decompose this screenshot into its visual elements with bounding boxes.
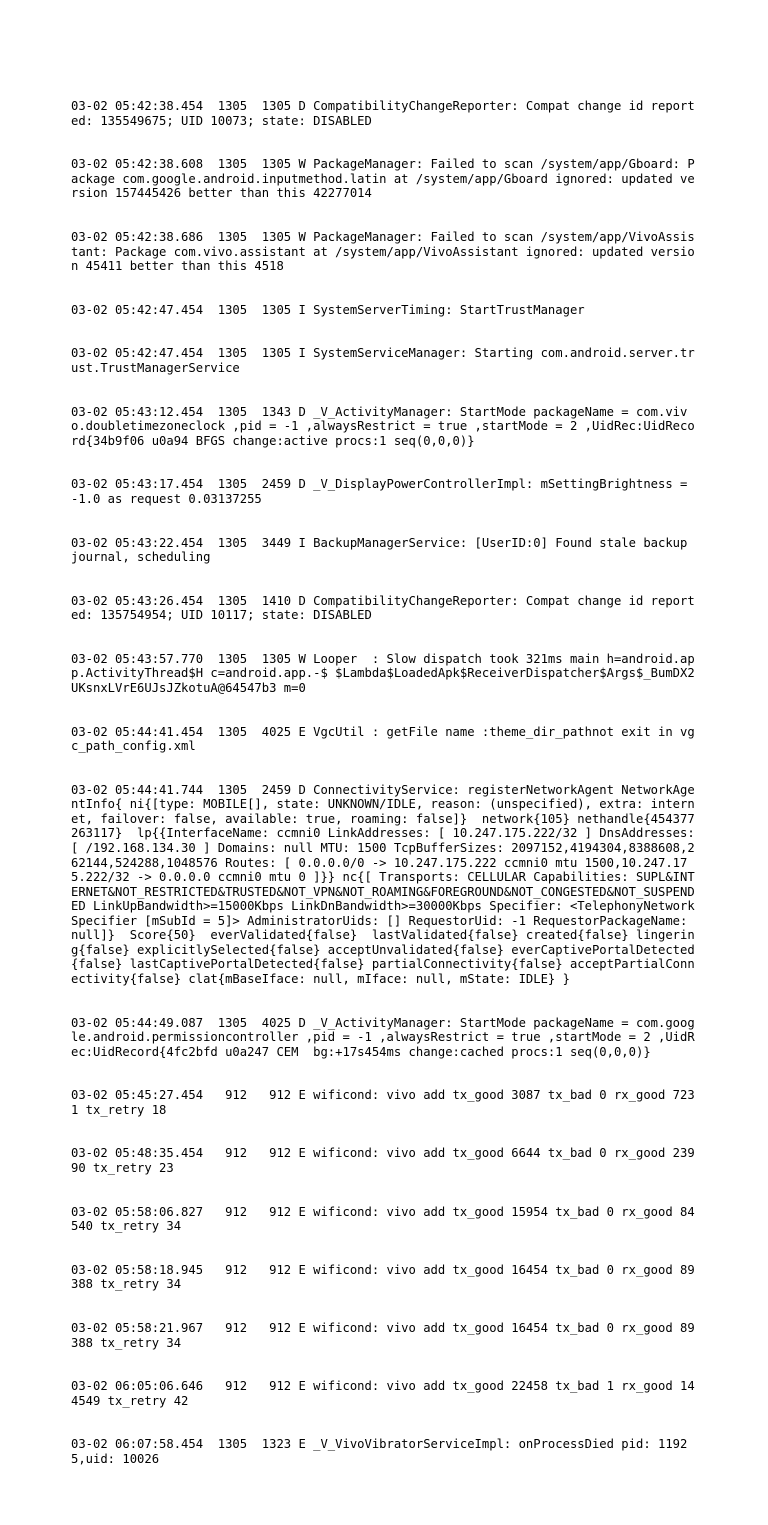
- log-line: 03-02 06:05:06.646 912 912 E wificond: vivo add tx_good 22458 tx_bad 1 rx_good 144549 tx_retry 42: [71, 1379, 695, 1408]
- log-line: 03-02 05:42:38.454 1305 1305 D CompatibilityChangeReporter: Compat change id reported: 135549675; UID 10073; state: DISABLED: [71, 99, 695, 128]
- log-line: 03-02 05:43:22.454 1305 3449 I BackupManagerService: [UserID:0] Found stale backup journal, scheduling: [71, 535, 695, 565]
- log-line: 03-02 05:58:06.827 912 912 E wificond: vivo add tx_good 15954 tx_bad 0 rx_good 84540 tx_retry 34: [71, 1204, 695, 1234]
- log-line: 03-02 05:44:49.087 1305 4025 D _V_ActivityManager: StartMode packageName = com.google.android.permissioncontroller ,pid = -1 ,alwaysRestrict = true ,startMode = 2 ,UidRec:UidRecord{4fc2bfd u0a247 CEM bg:+17s454ms change:cached procs:1 seq(0,0,0)}: [71, 1015, 695, 1059]
- log-line: 03-02 05:42:47.454 1305 1305 I SystemServiceManager: Starting com.android.server.trust.TrustManagerService: [71, 346, 695, 375]
- log-line: 03-02 05:48:35.454 912 912 E wificond: vivo add tx_good 6644 tx_bad 0 rx_good 23990 tx_retry 23: [71, 1146, 695, 1176]
- log-line: 03-02 05:43:17.454 1305 2459 D _V_DisplayPowerControllerImpl: mSettingBrightness = -1.0 as request 0.03137255: [71, 477, 695, 506]
- log-line: 03-02 05:43:12.454 1305 1343 D _V_ActivityManager: StartMode packageName = com.vivo.doubletimezoneclock ,pid = -1 ,alwaysRestrict = true ,startMode = 2 ,UidRec:UidRecord{34b9f06 u0a94 BFGS change:active procs:1 seq(0,0,0)}: [71, 404, 695, 448]
- log-line: 03-02 05:44:41.744 1305 2459 D ConnectivityService: registerNetworkAgent NetworkAgentInfo{ ni{[type: MOBILE[], state: UNKNOWN/IDLE, reason: (unspecified), extra: internet, failover: false, available: true, roaming: false]} network{105} nethandle{454377263117} lp{{InterfaceName: ccmni0 LinkAddresses: [ 10.247.175.222/32 ] DnsAddresses: [ /192.168.134.30 ] Domains: null MTU: 1500 TcpBufferSizes: 2097152,4194304,8388608,262144,524288,1048576 Routes: [ 0.0.0.0/0 -> 10.247.175.222 ccmni0 mtu 1500,10.247.175.222/32 -> 0.0.0.0 ccmni0 mtu 0 ]}} nc{[ Transports: CELLULAR Capabilities: SUPL&INTERNET&NOT_RESTRICTED&TRUSTED&NOT_VPN&NOT_ROAMING&FOREGROUND&NOT_CONGESTED&NOT_SUSPENDED LinkUpBandwidth>=15000Kbps LinkDnBandwidth>=30000Kbps Specifier: <TelephonyNetworkSpecifier [mSubId = 5]> AdministratorUids: [] RequestorUid: -1 RequestorPackageName: null]} Score{50} everValidated{false} lastValidated{false} created{false} lingering{false} explicitlySelected{false} acceptUnvalidated{false} everCaptivePortalDetected{false} lastCaptivePortalDetected{false} partialConnectivity{false} acceptPartialConnectivity{false} clat{mBaseIface: null, mIface: null, mState: IDLE} }: [71, 782, 703, 986]
- log-line: 03-02 05:42:38.608 1305 1305 W PackageManager: Failed to scan /system/app/Gboard: Package com.google.android.inputmethod.latin at /system/app/Gboard ignored: updated version 157445426 better than this 42277014: [71, 157, 695, 201]
- log-line: 03-02 05:43:57.770 1305 1305 W Looper : Slow dispatch took 321ms main h=android.app.ActivityThread$H c=android.app.-$ $Lambda$LoadedApk$ReceiverDispatcher$Args$_BumDX2UKsnxLVrE6UJsJZkotuA@64547b3 m=0: [71, 651, 695, 695]
- log-line: 03-02 05:58:21.967 912 912 E wificond: vivo add tx_good 16454 tx_bad 0 rx_good 89388 tx_retry 34: [71, 1321, 695, 1350]
- log-line: 03-02 05:45:27.454 912 912 E wificond: vivo add tx_good 3087 tx_bad 0 rx_good 7231 tx_retry 18: [71, 1088, 695, 1117]
- log-line: 03-02 05:58:18.945 912 912 E wificond: vivo add tx_good 16454 tx_bad 0 rx_good 89388 tx_retry 34: [71, 1262, 695, 1292]
- log-line: 03-02 05:43:26.454 1305 1410 D CompatibilityChangeReporter: Compat change id reported: 135754954; UID 10117; state: DISABLED: [71, 593, 695, 623]
- log-line: 03-02 05:42:38.686 1305 1305 W PackageManager: Failed to scan /system/app/VivoAssistant: Package com.vivo.assistant at /system/app/VivoAssistant ignored: updated version 45411 better than this 4518: [71, 230, 695, 274]
- log-text-block: [71, 70, 701, 1525]
- log-line: 03-02 05:42:47.454 1305 1305 I SystemServerTiming: StartTrustManager: [71, 302, 585, 317]
- log-line: 03-02 06:07:58.454 1305 1323 E _V_VivoVibratorServiceImpl: onProcessDied pid: 11925,uid: 10026: [71, 1437, 688, 1466]
- log-line: 03-02 05:44:41.454 1305 4025 E VgcUtil : getFile name :theme_dir_pathnot exit in vgc_path_config.xml: [71, 724, 695, 754]
